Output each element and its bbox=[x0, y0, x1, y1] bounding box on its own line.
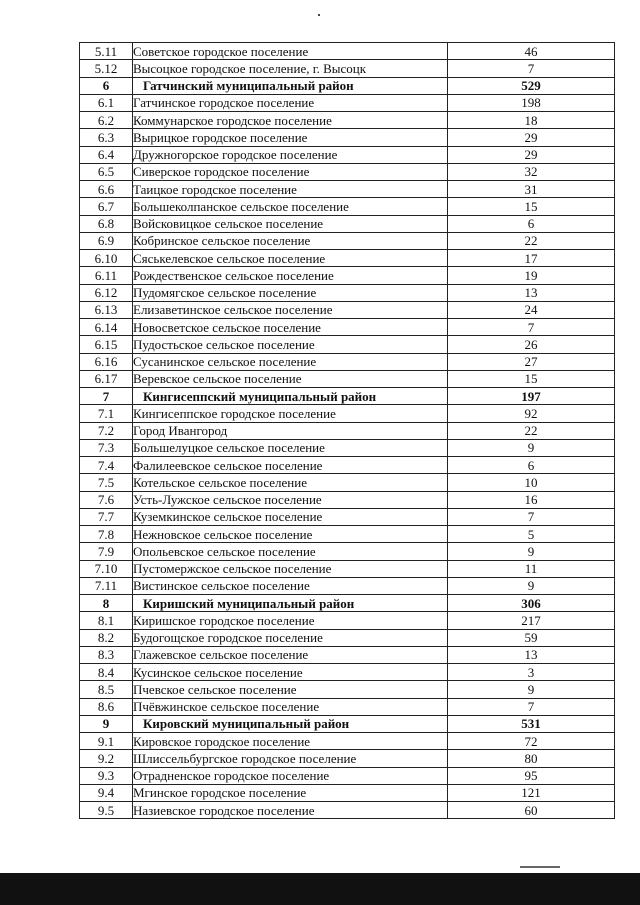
table-row bbox=[80, 250, 615, 267]
table-row bbox=[80, 802, 615, 819]
row-name: Глажевское сельское поселение bbox=[133, 646, 448, 663]
row-name: Войсковицкое сельское поселение bbox=[133, 215, 448, 232]
row-name: Пчевское сельское поселение bbox=[133, 681, 448, 698]
scan-speck bbox=[318, 14, 320, 16]
table-row bbox=[80, 439, 615, 456]
row-value: 7 bbox=[448, 319, 615, 336]
table-row bbox=[80, 491, 615, 508]
district-row bbox=[80, 388, 615, 405]
table-row bbox=[80, 457, 615, 474]
row-value: 10 bbox=[448, 474, 615, 491]
table-row bbox=[80, 733, 615, 750]
row-name: Вистинское сельское поселение bbox=[133, 577, 448, 594]
row-name: Кировское городское поселение bbox=[133, 733, 448, 750]
row-name: Пчёвжинское сельское поселение bbox=[133, 698, 448, 715]
row-value: 72 bbox=[448, 733, 615, 750]
table-row bbox=[80, 543, 615, 560]
row-number: 6.4 bbox=[80, 146, 133, 163]
table-row bbox=[80, 405, 615, 422]
row-name: Назиевское городское поселение bbox=[133, 802, 448, 819]
row-value: 7 bbox=[448, 508, 615, 525]
table-row bbox=[80, 750, 615, 767]
row-value: 22 bbox=[448, 232, 615, 249]
row-name: Елизаветинское сельское поселение bbox=[133, 301, 448, 318]
row-value: 11 bbox=[448, 560, 615, 577]
row-value: 15 bbox=[448, 198, 615, 215]
row-value: 19 bbox=[448, 267, 615, 284]
row-number: 7.11 bbox=[80, 577, 133, 594]
table-row bbox=[80, 767, 615, 784]
row-number: 7.8 bbox=[80, 526, 133, 543]
table-row bbox=[80, 508, 615, 525]
row-name: Киришское городское поселение bbox=[133, 612, 448, 629]
row-name: Отрадненское городское поселение bbox=[133, 767, 448, 784]
row-value: 59 bbox=[448, 629, 615, 646]
row-name: Сусанинское сельское поселение bbox=[133, 353, 448, 370]
table-row bbox=[80, 526, 615, 543]
table-row bbox=[80, 284, 615, 301]
row-name: Усть-Лужское сельское поселение bbox=[133, 491, 448, 508]
row-value: 29 bbox=[448, 146, 615, 163]
row-value: 306 bbox=[448, 595, 615, 612]
row-value: 7 bbox=[448, 698, 615, 715]
row-name: Коммунарское городское поселение bbox=[133, 112, 448, 129]
row-number: 8.6 bbox=[80, 698, 133, 715]
row-value: 26 bbox=[448, 336, 615, 353]
row-number: 6.17 bbox=[80, 370, 133, 387]
row-value: 31 bbox=[448, 181, 615, 198]
table-row bbox=[80, 146, 615, 163]
table-row bbox=[80, 664, 615, 681]
row-value: 197 bbox=[448, 388, 615, 405]
row-name: Нежновское сельское поселение bbox=[133, 526, 448, 543]
row-number: 6.16 bbox=[80, 353, 133, 370]
row-value: 198 bbox=[448, 94, 615, 111]
row-number: 8.4 bbox=[80, 664, 133, 681]
row-number: 9.4 bbox=[80, 784, 133, 801]
row-number: 7.2 bbox=[80, 422, 133, 439]
row-value: 13 bbox=[448, 284, 615, 301]
row-name: Веревское сельское поселение bbox=[133, 370, 448, 387]
row-name: Шлиссельбургское городское поселение bbox=[133, 750, 448, 767]
row-value: 80 bbox=[448, 750, 615, 767]
table-row bbox=[80, 784, 615, 801]
row-number: 6.10 bbox=[80, 250, 133, 267]
row-value: 18 bbox=[448, 112, 615, 129]
table-row bbox=[80, 267, 615, 284]
row-number: 7.7 bbox=[80, 508, 133, 525]
row-name: Гатчинский муниципальный район bbox=[133, 77, 448, 94]
row-number: 6.12 bbox=[80, 284, 133, 301]
table-row bbox=[80, 181, 615, 198]
row-value: 7 bbox=[448, 60, 615, 77]
table-row bbox=[80, 629, 615, 646]
row-number: 5.11 bbox=[80, 43, 133, 60]
row-name: Город Ивангород bbox=[133, 422, 448, 439]
row-number: 6.8 bbox=[80, 215, 133, 232]
table-row bbox=[80, 198, 615, 215]
row-name: Пудостьское сельское поселение bbox=[133, 336, 448, 353]
row-number: 7.6 bbox=[80, 491, 133, 508]
row-name: Будогощское городское поселение bbox=[133, 629, 448, 646]
district-row bbox=[80, 595, 615, 612]
settlements-table-body bbox=[80, 43, 615, 819]
row-number: 7 bbox=[80, 388, 133, 405]
row-name: Большеколпанское сельское поселение bbox=[133, 198, 448, 215]
row-number: 9.1 bbox=[80, 733, 133, 750]
row-number: 6.7 bbox=[80, 198, 133, 215]
table-row bbox=[80, 163, 615, 180]
row-name: Гатчинское городское поселение bbox=[133, 94, 448, 111]
row-value: 9 bbox=[448, 681, 615, 698]
row-number: 6 bbox=[80, 77, 133, 94]
table-row bbox=[80, 422, 615, 439]
row-value: 95 bbox=[448, 767, 615, 784]
row-number: 6.11 bbox=[80, 267, 133, 284]
row-value: 9 bbox=[448, 543, 615, 560]
row-number: 6.6 bbox=[80, 181, 133, 198]
settlements-table bbox=[79, 42, 615, 819]
row-name: Сяськелевское сельское поселение bbox=[133, 250, 448, 267]
table-row bbox=[80, 577, 615, 594]
row-value: 15 bbox=[448, 370, 615, 387]
row-name: Большелуцкое сельское поселение bbox=[133, 439, 448, 456]
row-name: Пудомягское сельское поселение bbox=[133, 284, 448, 301]
row-number: 9.3 bbox=[80, 767, 133, 784]
table-row bbox=[80, 129, 615, 146]
row-number: 7.10 bbox=[80, 560, 133, 577]
row-value: 32 bbox=[448, 163, 615, 180]
row-value: 3 bbox=[448, 664, 615, 681]
row-number: 9.2 bbox=[80, 750, 133, 767]
row-number: 6.5 bbox=[80, 163, 133, 180]
row-value: 29 bbox=[448, 129, 615, 146]
row-number: 8.3 bbox=[80, 646, 133, 663]
row-number: 9 bbox=[80, 715, 133, 732]
row-name: Пустомержское сельское поселение bbox=[133, 560, 448, 577]
row-number: 6.1 bbox=[80, 94, 133, 111]
row-value: 13 bbox=[448, 646, 615, 663]
row-number: 6.13 bbox=[80, 301, 133, 318]
table-row bbox=[80, 43, 615, 60]
row-number: 8 bbox=[80, 595, 133, 612]
table-row bbox=[80, 215, 615, 232]
table-row bbox=[80, 646, 615, 663]
district-row bbox=[80, 715, 615, 732]
row-name: Куземкинское сельское поселение bbox=[133, 508, 448, 525]
row-name: Вырицкое городское поселение bbox=[133, 129, 448, 146]
table-row bbox=[80, 681, 615, 698]
row-value: 529 bbox=[448, 77, 615, 94]
row-value: 92 bbox=[448, 405, 615, 422]
row-value: 46 bbox=[448, 43, 615, 60]
table-row bbox=[80, 560, 615, 577]
row-value: 9 bbox=[448, 439, 615, 456]
district-row bbox=[80, 77, 615, 94]
row-name: Кировский муниципальный район bbox=[133, 715, 448, 732]
row-name: Рождественское сельское поселение bbox=[133, 267, 448, 284]
row-number: 8.1 bbox=[80, 612, 133, 629]
row-name: Новосветское сельское поселение bbox=[133, 319, 448, 336]
row-name: Фалилеевское сельское поселение bbox=[133, 457, 448, 474]
row-number: 6.9 bbox=[80, 232, 133, 249]
row-name: Кингисеппский муниципальный район bbox=[133, 388, 448, 405]
row-name: Сиверское городское поселение bbox=[133, 163, 448, 180]
row-number: 6.14 bbox=[80, 319, 133, 336]
row-number: 7.1 bbox=[80, 405, 133, 422]
row-number: 7.9 bbox=[80, 543, 133, 560]
row-value: 121 bbox=[448, 784, 615, 801]
row-value: 531 bbox=[448, 715, 615, 732]
table-row bbox=[80, 474, 615, 491]
row-number: 7.3 bbox=[80, 439, 133, 456]
table-row bbox=[80, 698, 615, 715]
row-name: Таицкое городское поселение bbox=[133, 181, 448, 198]
row-value: 6 bbox=[448, 457, 615, 474]
table-row bbox=[80, 319, 615, 336]
row-number: 6.15 bbox=[80, 336, 133, 353]
row-name: Кобринское сельское поселение bbox=[133, 232, 448, 249]
row-name: Котельское сельское поселение bbox=[133, 474, 448, 491]
row-value: 6 bbox=[448, 215, 615, 232]
row-value: 60 bbox=[448, 802, 615, 819]
row-number: 8.5 bbox=[80, 681, 133, 698]
row-number: 7.5 bbox=[80, 474, 133, 491]
row-value: 9 bbox=[448, 577, 615, 594]
row-number: 6.3 bbox=[80, 129, 133, 146]
table-row bbox=[80, 370, 615, 387]
row-name: Дружногорское городское поселение bbox=[133, 146, 448, 163]
row-value: 24 bbox=[448, 301, 615, 318]
scan-bottom-edge bbox=[0, 873, 640, 905]
table-row bbox=[80, 612, 615, 629]
row-name: Кингисеппское городское поселение bbox=[133, 405, 448, 422]
table-row bbox=[80, 301, 615, 318]
table-row bbox=[80, 336, 615, 353]
table-row bbox=[80, 112, 615, 129]
row-number: 8.2 bbox=[80, 629, 133, 646]
row-name: Мгинское городское поселение bbox=[133, 784, 448, 801]
row-value: 217 bbox=[448, 612, 615, 629]
row-value: 27 bbox=[448, 353, 615, 370]
row-name: Опольевское сельское поселение bbox=[133, 543, 448, 560]
row-number: 7.4 bbox=[80, 457, 133, 474]
table-row bbox=[80, 60, 615, 77]
row-number: 6.2 bbox=[80, 112, 133, 129]
table-row bbox=[80, 353, 615, 370]
row-value: 22 bbox=[448, 422, 615, 439]
row-number: 5.12 bbox=[80, 60, 133, 77]
row-name: Киришский муниципальный район bbox=[133, 595, 448, 612]
scan-artifact bbox=[520, 866, 560, 868]
row-number: 9.5 bbox=[80, 802, 133, 819]
row-name: Кусинское сельское поселение bbox=[133, 664, 448, 681]
row-value: 17 bbox=[448, 250, 615, 267]
table-row bbox=[80, 94, 615, 111]
row-name: Высоцкое городское поселение, г. Высоцк bbox=[133, 60, 448, 77]
row-value: 16 bbox=[448, 491, 615, 508]
row-name: Советское городское поселение bbox=[133, 43, 448, 60]
row-value: 5 bbox=[448, 526, 615, 543]
table-row bbox=[80, 232, 615, 249]
